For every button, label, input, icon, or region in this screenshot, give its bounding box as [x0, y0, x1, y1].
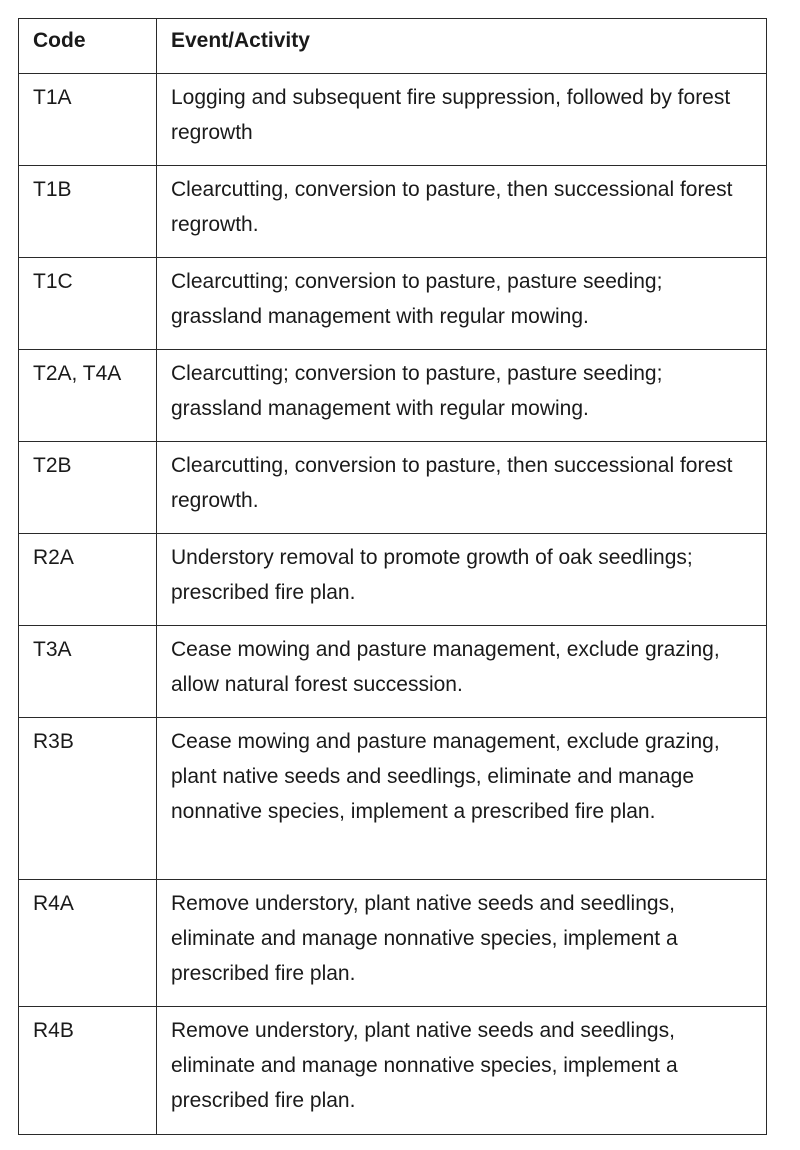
code-cell: T3A — [19, 626, 157, 718]
table-row — [19, 350, 767, 442]
table-row — [19, 718, 767, 880]
code-cell: T1A — [19, 74, 157, 166]
table-row — [19, 534, 767, 626]
event-activity-table-container — [18, 18, 766, 1135]
code-cell: R4A — [19, 880, 157, 1007]
code-cell: T1B — [19, 166, 157, 258]
event-cell: Logging and subsequent fire suppression, followed by forest regrowth — [157, 74, 767, 166]
event-cell: Cease mowing and pasture management, exclude grazing, allow natural forest succession. — [157, 626, 767, 718]
event-cell: Clearcutting, conversion to pasture, then successional forest regrowth. — [157, 166, 767, 258]
event-cell: Clearcutting, conversion to pasture, then successional forest regrowth. — [157, 442, 767, 534]
table-row — [19, 1007, 767, 1135]
event-cell: Remove understory, plant native seeds and seedlings, eliminate and manage nonnative species, implement a prescribed fire plan. — [157, 880, 767, 1007]
header-code: Code — [19, 19, 157, 74]
code-cell: R2A — [19, 534, 157, 626]
event-cell: Remove understory, plant native seeds and seedlings, eliminate and manage nonnative species, implement a prescribed fire plan. — [157, 1007, 767, 1135]
code-cell: R4B — [19, 1007, 157, 1135]
event-cell: Clearcutting; conversion to pasture, pasture seeding; grassland management with regular mowing. — [157, 258, 767, 350]
code-cell: T1C — [19, 258, 157, 350]
code-cell: T2A, T4A — [19, 350, 157, 442]
table-row — [19, 258, 767, 350]
event-cell: Understory removal to promote growth of oak seedlings; prescribed fire plan. — [157, 534, 767, 626]
event-cell: Cease mowing and pasture management, exclude grazing, plant native seeds and seedlings, eliminate and manage nonnative species, implement a prescribed fire plan. — [157, 718, 767, 880]
table-row — [19, 74, 767, 166]
code-cell: T2B — [19, 442, 157, 534]
table-header-row — [19, 19, 767, 74]
header-event-activity: Event/Activity — [157, 19, 767, 74]
table-row — [19, 626, 767, 718]
table-row — [19, 166, 767, 258]
code-cell: R3B — [19, 718, 157, 880]
event-activity-table — [18, 18, 767, 1135]
table-row — [19, 442, 767, 534]
event-cell: Clearcutting; conversion to pasture, pasture seeding; grassland management with regular mowing. — [157, 350, 767, 442]
table-row — [19, 880, 767, 1007]
